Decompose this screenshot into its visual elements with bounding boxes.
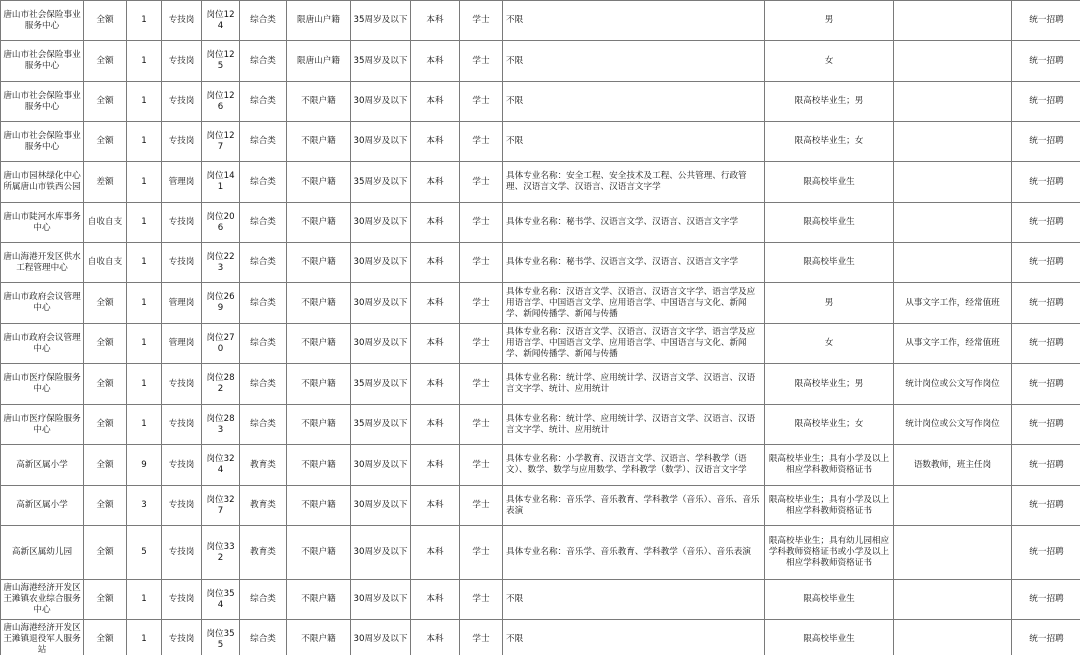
household-registration-cell: 不限户籍 — [287, 243, 351, 283]
major-requirement-cell: 具体专业名称：音乐学、音乐教育、学科教学（音乐）、音乐表演 — [503, 526, 765, 580]
post-code-cell: 岗位124 — [202, 1, 240, 41]
table-row — [1, 486, 1080, 526]
degree-cell: 学士 — [460, 486, 503, 526]
funding-type-cell: 全额 — [84, 82, 127, 122]
degree-cell: 学士 — [460, 445, 503, 486]
degree-cell: 学士 — [460, 1, 503, 41]
table-row — [1, 324, 1080, 364]
education-cell: 本科 — [411, 283, 460, 324]
table-row — [1, 243, 1080, 283]
table-row — [1, 203, 1080, 243]
recruitment-method-cell: 统一招聘 — [1012, 486, 1080, 526]
post-type-cell: 专技岗 — [162, 364, 202, 405]
category-cell: 综合类 — [240, 620, 287, 655]
headcount-cell: 1 — [127, 41, 162, 82]
post-code-cell: 岗位269 — [202, 283, 240, 324]
household-registration-cell: 不限户籍 — [287, 283, 351, 324]
education-cell: 本科 — [411, 405, 460, 445]
degree-cell: 学士 — [460, 324, 503, 364]
degree-cell: 学士 — [460, 82, 503, 122]
age-limit-cell: 35周岁及以下 — [351, 364, 411, 405]
post-code-cell: 岗位332 — [202, 526, 240, 580]
post-type-cell: 管理岗 — [162, 283, 202, 324]
category-cell: 综合类 — [240, 243, 287, 283]
employer-cell: 唐山海港经济开发区王滩镇退役军人服务站 — [1, 620, 84, 655]
headcount-cell: 1 — [127, 283, 162, 324]
employer-cell: 唐山市陡河水库事务中心 — [1, 203, 84, 243]
remark-cell — [894, 122, 1012, 162]
major-requirement-cell: 具体专业名称：小学教育、汉语言文学、汉语言、学科教学（语文）、数学、数学与应用数学、学科教学（数学）、汉语言文字学 — [503, 445, 765, 486]
recruitment-method-cell: 统一招聘 — [1012, 324, 1080, 364]
age-limit-cell: 30周岁及以下 — [351, 82, 411, 122]
recruitment-method-cell: 统一招聘 — [1012, 526, 1080, 580]
major-requirement-cell: 具体专业名称：秘书学、汉语言文学、汉语言、汉语言文字学 — [503, 243, 765, 283]
remark-cell: 从事文字工作，经常值班 — [894, 324, 1012, 364]
household-registration-cell: 不限户籍 — [287, 620, 351, 655]
major-requirement-cell: 不限 — [503, 41, 765, 82]
major-requirement-cell: 不限 — [503, 1, 765, 41]
employer-cell: 唐山市社会保险事业服务中心 — [1, 82, 84, 122]
degree-cell: 学士 — [460, 405, 503, 445]
other-requirement-cell: 限高校毕业生；具有小学及以上相应学科教师资格证书 — [765, 486, 894, 526]
funding-type-cell: 全额 — [84, 486, 127, 526]
household-registration-cell: 不限户籍 — [287, 324, 351, 364]
major-requirement-cell: 具体专业名称：统计学、应用统计学、汉语言文学、汉语言、汉语言文字学、统计、应用统计 — [503, 364, 765, 405]
funding-type-cell: 自收自支 — [84, 203, 127, 243]
post-type-cell: 专技岗 — [162, 620, 202, 655]
funding-type-cell: 全额 — [84, 1, 127, 41]
post-type-cell: 专技岗 — [162, 526, 202, 580]
funding-type-cell: 自收自支 — [84, 243, 127, 283]
remark-cell — [894, 162, 1012, 203]
post-code-cell: 岗位206 — [202, 203, 240, 243]
funding-type-cell: 全额 — [84, 283, 127, 324]
major-requirement-cell: 具体专业名称：汉语言文学、汉语言、汉语言文字学、语言学及应用语言学、中国语言文学、应用语言学、中国语言与文化、新闻学、新闻传播学、新闻与传播 — [503, 283, 765, 324]
age-limit-cell: 30周岁及以下 — [351, 580, 411, 620]
household-registration-cell: 不限户籍 — [287, 82, 351, 122]
post-type-cell: 专技岗 — [162, 445, 202, 486]
degree-cell: 学士 — [460, 526, 503, 580]
education-cell: 本科 — [411, 526, 460, 580]
category-cell: 综合类 — [240, 203, 287, 243]
age-limit-cell: 30周岁及以下 — [351, 620, 411, 655]
household-registration-cell: 不限户籍 — [287, 405, 351, 445]
age-limit-cell: 30周岁及以下 — [351, 203, 411, 243]
age-limit-cell: 30周岁及以下 — [351, 243, 411, 283]
funding-type-cell: 全额 — [84, 324, 127, 364]
other-requirement-cell: 限高校毕业生；具有小学及以上相应学科教师资格证书 — [765, 445, 894, 486]
headcount-cell: 5 — [127, 526, 162, 580]
employer-cell: 唐山市政府会议管理中心 — [1, 324, 84, 364]
post-code-cell: 岗位125 — [202, 41, 240, 82]
table-row — [1, 41, 1080, 82]
category-cell: 综合类 — [240, 82, 287, 122]
degree-cell: 学士 — [460, 203, 503, 243]
post-code-cell: 岗位223 — [202, 243, 240, 283]
other-requirement-cell: 限高校毕业生 — [765, 580, 894, 620]
headcount-cell: 1 — [127, 620, 162, 655]
recruitment-method-cell: 统一招聘 — [1012, 620, 1080, 655]
remark-cell — [894, 1, 1012, 41]
age-limit-cell: 30周岁及以下 — [351, 445, 411, 486]
post-code-cell: 岗位126 — [202, 82, 240, 122]
degree-cell: 学士 — [460, 283, 503, 324]
headcount-cell: 1 — [127, 122, 162, 162]
education-cell: 本科 — [411, 203, 460, 243]
other-requirement-cell: 限高校毕业生 — [765, 620, 894, 655]
headcount-cell: 1 — [127, 162, 162, 203]
household-registration-cell: 不限户籍 — [287, 162, 351, 203]
remark-cell: 从事文字工作，经常值班 — [894, 283, 1012, 324]
table-row — [1, 1, 1080, 41]
recruitment-method-cell: 统一招聘 — [1012, 405, 1080, 445]
employer-cell: 高新区属小学 — [1, 486, 84, 526]
age-limit-cell: 35周岁及以下 — [351, 41, 411, 82]
post-type-cell: 专技岗 — [162, 1, 202, 41]
employer-cell: 唐山市社会保险事业服务中心 — [1, 41, 84, 82]
recruitment-method-cell: 统一招聘 — [1012, 445, 1080, 486]
recruitment-method-cell: 统一招聘 — [1012, 283, 1080, 324]
post-code-cell: 岗位355 — [202, 620, 240, 655]
headcount-cell: 1 — [127, 243, 162, 283]
category-cell: 教育类 — [240, 445, 287, 486]
education-cell: 本科 — [411, 324, 460, 364]
category-cell: 综合类 — [240, 283, 287, 324]
recruitment-method-cell: 统一招聘 — [1012, 580, 1080, 620]
remark-cell — [894, 580, 1012, 620]
other-requirement-cell: 限高校毕业生 — [765, 243, 894, 283]
recruitment-method-cell: 统一招聘 — [1012, 82, 1080, 122]
headcount-cell: 1 — [127, 364, 162, 405]
table-row — [1, 283, 1080, 324]
funding-type-cell: 全额 — [84, 620, 127, 655]
post-type-cell: 管理岗 — [162, 162, 202, 203]
post-code-cell: 岗位354 — [202, 580, 240, 620]
category-cell: 综合类 — [240, 162, 287, 203]
major-requirement-cell: 不限 — [503, 620, 765, 655]
age-limit-cell: 30周岁及以下 — [351, 122, 411, 162]
recruitment-method-cell: 统一招聘 — [1012, 122, 1080, 162]
education-cell: 本科 — [411, 162, 460, 203]
table-row — [1, 620, 1080, 655]
category-cell: 综合类 — [240, 405, 287, 445]
remark-cell: 语数教师，班主任岗 — [894, 445, 1012, 486]
other-requirement-cell: 限高校毕业生；男 — [765, 82, 894, 122]
category-cell: 综合类 — [240, 122, 287, 162]
major-requirement-cell: 具体专业名称：音乐学、音乐教育、学科教学（音乐）、音乐、音乐表演 — [503, 486, 765, 526]
headcount-cell: 1 — [127, 203, 162, 243]
education-cell: 本科 — [411, 445, 460, 486]
table-row — [1, 526, 1080, 580]
remark-cell — [894, 620, 1012, 655]
headcount-cell: 3 — [127, 486, 162, 526]
funding-type-cell: 全额 — [84, 41, 127, 82]
major-requirement-cell: 具体专业名称：秘书学、汉语言文学、汉语言、汉语言文字学 — [503, 203, 765, 243]
household-registration-cell: 不限户籍 — [287, 122, 351, 162]
category-cell: 综合类 — [240, 324, 287, 364]
age-limit-cell: 30周岁及以下 — [351, 526, 411, 580]
category-cell: 综合类 — [240, 580, 287, 620]
headcount-cell: 1 — [127, 580, 162, 620]
remark-cell — [894, 243, 1012, 283]
funding-type-cell: 全额 — [84, 445, 127, 486]
category-cell: 教育类 — [240, 486, 287, 526]
category-cell: 综合类 — [240, 364, 287, 405]
category-cell: 综合类 — [240, 1, 287, 41]
major-requirement-cell: 具体专业名称：安全工程、安全技术及工程、公共管理、行政管理、汉语言文学、汉语言、汉语言文字学 — [503, 162, 765, 203]
post-code-cell: 岗位324 — [202, 445, 240, 486]
education-cell: 本科 — [411, 1, 460, 41]
major-requirement-cell: 不限 — [503, 122, 765, 162]
remark-cell — [894, 203, 1012, 243]
education-cell: 本科 — [411, 364, 460, 405]
age-limit-cell: 35周岁及以下 — [351, 162, 411, 203]
recruitment-method-cell: 统一招聘 — [1012, 364, 1080, 405]
table-row — [1, 580, 1080, 620]
category-cell: 综合类 — [240, 41, 287, 82]
age-limit-cell: 30周岁及以下 — [351, 324, 411, 364]
household-registration-cell: 不限户籍 — [287, 580, 351, 620]
degree-cell: 学士 — [460, 243, 503, 283]
education-cell: 本科 — [411, 82, 460, 122]
education-cell: 本科 — [411, 122, 460, 162]
post-type-cell: 管理岗 — [162, 324, 202, 364]
household-registration-cell: 不限户籍 — [287, 364, 351, 405]
household-registration-cell: 不限户籍 — [287, 526, 351, 580]
post-type-cell: 专技岗 — [162, 405, 202, 445]
post-type-cell: 专技岗 — [162, 580, 202, 620]
education-cell: 本科 — [411, 486, 460, 526]
remark-cell — [894, 526, 1012, 580]
recruitment-method-cell: 统一招聘 — [1012, 1, 1080, 41]
major-requirement-cell: 不限 — [503, 580, 765, 620]
degree-cell: 学士 — [460, 41, 503, 82]
major-requirement-cell: 不限 — [503, 82, 765, 122]
remark-cell — [894, 41, 1012, 82]
post-type-cell: 专技岗 — [162, 243, 202, 283]
post-code-cell: 岗位270 — [202, 324, 240, 364]
education-cell: 本科 — [411, 243, 460, 283]
other-requirement-cell: 女 — [765, 41, 894, 82]
headcount-cell: 1 — [127, 324, 162, 364]
post-code-cell: 岗位282 — [202, 364, 240, 405]
table-row — [1, 82, 1080, 122]
post-code-cell: 岗位327 — [202, 486, 240, 526]
recruitment-method-cell: 统一招聘 — [1012, 243, 1080, 283]
other-requirement-cell: 限高校毕业生；女 — [765, 405, 894, 445]
employer-cell: 唐山市社会保险事业服务中心 — [1, 1, 84, 41]
remark-cell: 统计岗位或公文写作岗位 — [894, 364, 1012, 405]
remark-cell — [894, 82, 1012, 122]
employer-cell: 唐山海港经济开发区王滩镇农业综合服务中心 — [1, 580, 84, 620]
major-requirement-cell: 具体专业名称：统计学、应用统计学、汉语言文学、汉语言、汉语言文字学、统计、应用统计 — [503, 405, 765, 445]
category-cell: 教育类 — [240, 526, 287, 580]
funding-type-cell: 全额 — [84, 526, 127, 580]
other-requirement-cell: 女 — [765, 324, 894, 364]
other-requirement-cell: 限高校毕业生 — [765, 203, 894, 243]
age-limit-cell: 35周岁及以下 — [351, 405, 411, 445]
degree-cell: 学士 — [460, 364, 503, 405]
funding-type-cell: 差额 — [84, 162, 127, 203]
other-requirement-cell: 限高校毕业生；具有幼儿园相应学科教师资格证书或小学及以上相应学科教师资格证书 — [765, 526, 894, 580]
major-requirement-cell: 具体专业名称：汉语言文学、汉语言、汉语言文字学、语言学及应用语言学、中国语言文学、应用语言学、中国语言与文化、新闻学、新闻传播学、新闻与传播 — [503, 324, 765, 364]
funding-type-cell: 全额 — [84, 405, 127, 445]
remark-cell: 统计岗位或公文写作岗位 — [894, 405, 1012, 445]
funding-type-cell: 全额 — [84, 122, 127, 162]
funding-type-cell: 全额 — [84, 364, 127, 405]
age-limit-cell: 30周岁及以下 — [351, 486, 411, 526]
post-type-cell: 专技岗 — [162, 486, 202, 526]
employer-cell: 唐山市园林绿化中心所属唐山市铁西公园 — [1, 162, 84, 203]
employer-cell: 唐山市医疗保险服务中心 — [1, 364, 84, 405]
household-registration-cell: 不限户籍 — [287, 203, 351, 243]
education-cell: 本科 — [411, 620, 460, 655]
degree-cell: 学士 — [460, 620, 503, 655]
degree-cell: 学士 — [460, 580, 503, 620]
headcount-cell: 9 — [127, 445, 162, 486]
recruitment-method-cell: 统一招聘 — [1012, 162, 1080, 203]
degree-cell: 学士 — [460, 162, 503, 203]
household-registration-cell: 限唐山户籍 — [287, 41, 351, 82]
other-requirement-cell: 男 — [765, 283, 894, 324]
age-limit-cell: 35周岁及以下 — [351, 1, 411, 41]
household-registration-cell: 限唐山户籍 — [287, 1, 351, 41]
post-type-cell: 专技岗 — [162, 122, 202, 162]
headcount-cell: 1 — [127, 1, 162, 41]
employer-cell: 高新区属小学 — [1, 445, 84, 486]
recruitment-method-cell: 统一招聘 — [1012, 203, 1080, 243]
other-requirement-cell: 男 — [765, 1, 894, 41]
education-cell: 本科 — [411, 41, 460, 82]
remark-cell — [894, 486, 1012, 526]
headcount-cell: 1 — [127, 405, 162, 445]
table-row — [1, 122, 1080, 162]
table-row — [1, 364, 1080, 405]
post-type-cell: 专技岗 — [162, 41, 202, 82]
table-row — [1, 162, 1080, 203]
table-row — [1, 445, 1080, 486]
employer-cell: 唐山市医疗保险服务中心 — [1, 405, 84, 445]
post-code-cell: 岗位127 — [202, 122, 240, 162]
table-row — [1, 405, 1080, 445]
post-code-cell: 岗位283 — [202, 405, 240, 445]
table-body — [1, 1, 1080, 655]
funding-type-cell: 全额 — [84, 580, 127, 620]
recruitment-method-cell: 统一招聘 — [1012, 41, 1080, 82]
education-cell: 本科 — [411, 580, 460, 620]
household-registration-cell: 不限户籍 — [287, 486, 351, 526]
other-requirement-cell: 限高校毕业生；女 — [765, 122, 894, 162]
employer-cell: 唐山市政府会议管理中心 — [1, 283, 84, 324]
employer-cell: 高新区属幼儿园 — [1, 526, 84, 580]
degree-cell: 学士 — [460, 122, 503, 162]
post-code-cell: 岗位141 — [202, 162, 240, 203]
post-type-cell: 专技岗 — [162, 82, 202, 122]
employer-cell: 唐山市社会保险事业服务中心 — [1, 122, 84, 162]
other-requirement-cell: 限高校毕业生；男 — [765, 364, 894, 405]
post-type-cell: 专技岗 — [162, 203, 202, 243]
employer-cell: 唐山海港开发区供水工程管理中心 — [1, 243, 84, 283]
other-requirement-cell: 限高校毕业生 — [765, 162, 894, 203]
age-limit-cell: 30周岁及以下 — [351, 283, 411, 324]
household-registration-cell: 不限户籍 — [287, 445, 351, 486]
headcount-cell: 1 — [127, 82, 162, 122]
